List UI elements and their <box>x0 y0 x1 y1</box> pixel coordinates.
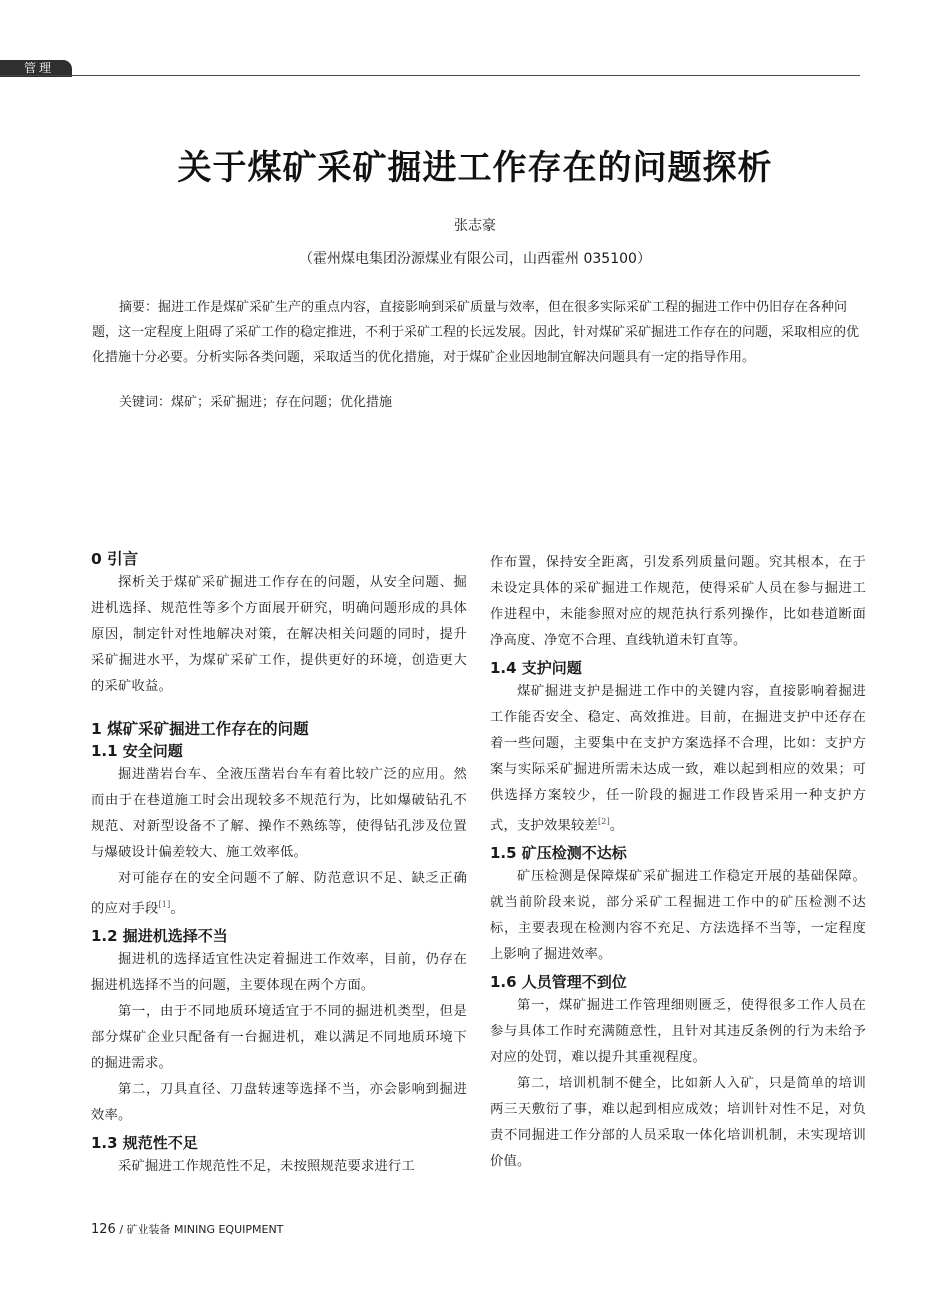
section-tab: 管理 <box>0 60 72 77</box>
abstract-label: 摘要： <box>119 300 159 315</box>
section-heading-1: 1 煤矿采矿掘进工作存在的问题 <box>91 720 309 738</box>
author-affiliation: （霍州煤电集团汾源煤业有限公司，山西霍州 035100） <box>299 251 651 267</box>
page-number: 126 <box>91 1222 116 1237</box>
page-footer <box>91 1221 283 1237</box>
subsection-heading-1-4: 1.4 支护问题 <box>490 659 582 677</box>
paragraph: 探析关于煤矿采矿掘进工作存在的问题，从安全问题、掘进机选择、规范性等多个方面展开研究，明确问题形成的具体原因，制定针对性地解决对策，在解决相关问题的同时，提升采矿掘进水平，为煤矿采矿工作，提供更好的环境，创造更大的采矿收益。 <box>91 575 467 694</box>
paragraph: 第一，煤矿掘进工作管理细则匮乏，使得很多工作人员在参与具体工作时充满随意性，且针对其违反条例的行为未给予对应的处罚，难以提升其重视程度。 <box>490 998 866 1066</box>
paragraph: 第二，刀具直径、刀盘转速等选择不当，亦会影响到掘进效率。 <box>91 1082 467 1124</box>
author-name: 张志豪 <box>454 218 496 234</box>
abstract <box>92 295 862 370</box>
subsection-heading-1-6: 1.6 人员管理不到位 <box>490 973 627 992</box>
paragraph: 第二，培训机制不健全，比如新人入矿，只是简单的培训两三天敷衍了事，难以起到相应成效；培训针对性不足，对负责不同掘进工作分部的人员采取一体化培训机制，未实现培训价值。 <box>490 1076 866 1170</box>
journal-name: / 矿业装备 MINING EQUIPMENT <box>115 1223 284 1236</box>
keywords-text: 煤矿；采矿掘进；存在问题；优化措施 <box>171 395 393 410</box>
keywords-label: 关键词： <box>119 395 172 410</box>
paragraph: 掘进凿岩台车、全液压凿岩台车有着比较广泛的应用。然而由于在巷道施工时会出现较多不规范行为，比如爆破钻孔不规范、对新型设备不了解、操作不熟练等，使得钻孔涉及位置与爆破设计偏差较大、施工效率低。 <box>91 767 467 860</box>
left-column <box>91 548 467 1180</box>
header-rule <box>0 75 860 76</box>
citation-ref: [2] <box>597 817 610 826</box>
article-title: 关于煤矿采矿掘进工作存在的问题探析 <box>177 148 773 188</box>
keywords <box>92 393 862 413</box>
section-heading-0: 0 引言 <box>91 550 139 568</box>
paragraph-continued: 作布置，保持安全距离，引发系列质量问题。究其根本，在于未设定具体的采矿掘进工作规范，使得采矿人员在参与掘进工作进程中，未能参照对应的规范执行系列操作，比如巷道断面净高度、净宽不合理、直线轨道未钉直等。 <box>490 555 866 648</box>
right-column <box>490 550 866 1175</box>
citation-ref: [1] <box>158 900 171 909</box>
subsection-heading-1-5: 1.5 矿压检测不达标 <box>490 844 627 863</box>
abstract-text: 掘进工作是煤矿采矿生产的重点内容，直接影响到采矿质量与效率，但在很多实际采矿工程的掘进工作中仍旧存在各种问题，这一定程度上阻碍了采矿工作的稳定推进，不利于采矿工程的长远发展。因此，针对煤矿采矿掘进工作存在的问题，采取相应的优化措施十分必要。分析实际各类问题，采取适当的优化措施，对于煤矿企业因地制宜解决问题具有一定的指导作用。 <box>92 300 860 365</box>
subsection-heading-1-2: 1.2 掘进机选择不当 <box>91 927 228 946</box>
paragraph <box>91 866 467 922</box>
paragraph-text: 煤矿掘进支护是掘进工作中的关键内容，直接影响着掘进工作能否安全、稳定、高效推进。目前，在掘进支护中还存在着一些问题，主要集中在支护方案选择不合理，比如：支护方案与实际采矿掘进所需未达成一致，难以起到相应的效果；可供选择方案较少，任一阶段的掘进工作段皆采用一种支护方式，支护效果较差 <box>490 684 866 834</box>
paragraph: 掘进机的选择适宜性决定着掘进工作效率，目前，仍存在掘进机选择不当的问题，主要体现在两个方面。 <box>91 952 467 994</box>
paragraph-end: 。 <box>609 818 624 834</box>
paragraph <box>490 679 866 839</box>
subsection-heading-1-3: 1.3 规范性不足 <box>91 1134 198 1153</box>
paragraph-end: 。 <box>170 901 184 917</box>
subsection-heading-1-1: 1.1 安全问题 <box>91 742 183 760</box>
paragraph: 采矿掘进工作规范性不足，未按照规范要求进行工 <box>118 1159 415 1175</box>
paragraph: 第一，由于不同地质环境适宜于不同的掘进机类型，但是部分煤矿企业只配备有一台掘进机，难以满足不同地质环境下的掘进需求。 <box>91 1004 467 1072</box>
paragraph-text: 对可能存在的安全问题不了解、防范意识不足、缺乏正确的应对手段 <box>91 871 467 917</box>
paragraph: 矿压检测是保障煤矿采矿掘进工作稳定开展的基础保障。就当前阶段来说，部分采矿工程掘进工作中的矿压检测不达标，主要表现在检测内容不充足、方法选择不当等，一定程度上影响了掘进效率。 <box>490 869 866 963</box>
